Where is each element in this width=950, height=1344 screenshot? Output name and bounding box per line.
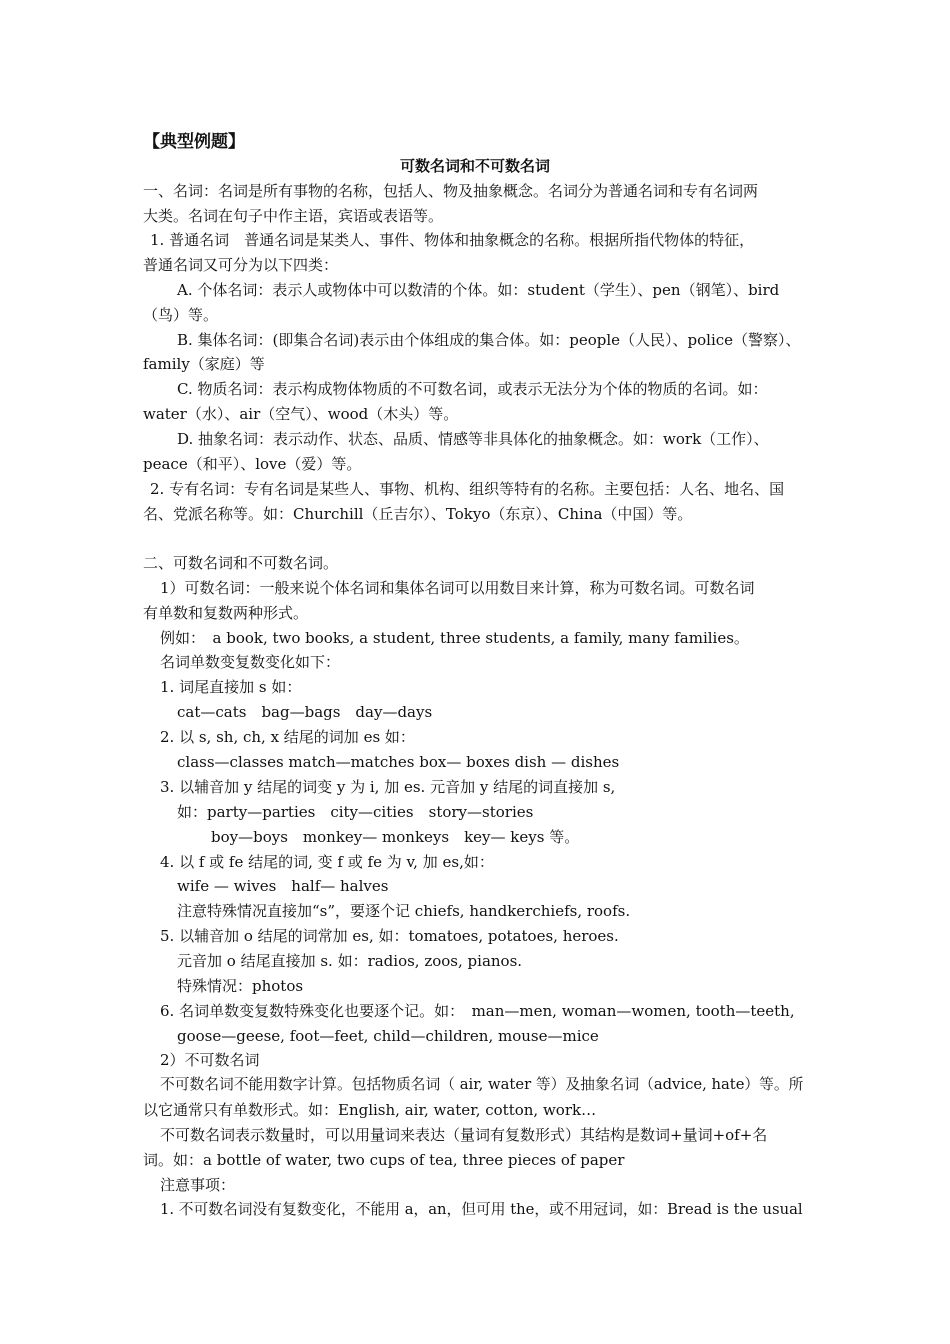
text-line: water（水）、air（空气）、wood（木头）等。 <box>143 405 459 423</box>
text-line: 2）不可数名词 <box>160 1051 260 1069</box>
text-line: A. 个体名词：表示人或物体中可以数清的个体。如：student（学生）、pen（钢笔）、bird <box>177 281 780 299</box>
text-line: 元音加 o 结尾直接加 s. 如：radios, zoos, pianos. <box>177 952 523 970</box>
text-line: 二、可数名词和不可数名词。 <box>143 554 339 572</box>
text-line: 不可数名词不能用数字计算。包括物质名词（ air, water 等）及抽象名词（advice, hate）等。所 <box>160 1076 804 1093</box>
text-line: cat—cats bag—bags day—days <box>177 703 433 721</box>
text-line: D. 抽象名词：表示动作、状态、品质、情感等非具体化的抽象概念。如：work（工作）、 <box>177 430 769 448</box>
text-line: 注意事项： <box>160 1176 236 1194</box>
text-line: 1. 词尾直接加 s 如： <box>160 678 302 696</box>
text-line: 如：party—parties city—cities story—stories <box>177 803 534 821</box>
text-line: wife — wives half— halves <box>177 877 389 895</box>
document-title: 可数名词和不可数名词 <box>399 157 550 175</box>
text-line: 1）可数名词：一般来说个体名词和集体名词可以用数目来计算，称为可数名词。可数名词 <box>160 579 755 597</box>
text-line: 名、党派名称等。如：Churchill（丘吉尔）、Tokyo（东京）、China（中国）等。 <box>143 505 693 523</box>
section-heading: 【典型例题】 <box>143 132 245 152</box>
text-line: 有单数和复数两种形式。 <box>143 604 309 622</box>
text-line: 特殊情况：photos <box>177 977 304 995</box>
text-line: 注意特殊情况直接加“s”，要逐个记 chiefs, handkerchiefs, roofs. <box>177 902 631 920</box>
text-line: 4. 以 f 或 fe 结尾的词, 变 f 或 fe 为 v, 加 es,如： <box>160 853 494 871</box>
text-line: （鸟）等。 <box>143 306 219 324</box>
text-line: 普通名词又可分为以下四类： <box>143 256 339 274</box>
text-line: boy—boys monkey— monkeys key— keys 等。 <box>211 828 580 846</box>
text-line: 以它通常只有单数形式。如：English, air, water, cotton, work… <box>143 1101 597 1119</box>
text-line: 不可数名词表示数量时，可以用量词来表达（量词有复数形式）其结构是数词+量词+of+名 <box>160 1126 768 1144</box>
text-line: B. 集体名词：(即集合名词)表示由个体组成的集合体。如：people（人民）、police（警察）、 <box>177 331 801 349</box>
text-line: C. 物质名词：表示构成物体物质的不可数名词，或表示无法分为个体的物质的名词。如： <box>177 380 768 398</box>
text-line: 2. 专有名词：专有名词是某些人、事物、机构、组织等特有的名称。主要包括：人名、地名、国 <box>150 480 785 498</box>
text-line: peace（和平）、love（爱）等。 <box>143 455 362 473</box>
text-line: 5. 以辅音加 o 结尾的词常加 es, 如：tomatoes, potatoes, heroes. <box>160 927 619 945</box>
text-line: 一、名词：名词是所有事物的名称，包括人、物及抽象概念。名词分为普通名词和专有名词两 <box>143 182 759 200</box>
text-line: 6. 名词单数变复数特殊变化也要逐个记。如： man—men, woman—women, tooth—teeth, <box>160 1002 795 1020</box>
text-line: 1. 不可数名词没有复数变化，不能用 a，an，但可用 the，或不用冠词，如：Bread is the usual <box>160 1201 803 1218</box>
text-line: class—classes match—matches box— boxes dish — dishes <box>177 753 620 771</box>
text-line: 词。如：a bottle of water, two cups of tea, three pieces of paper <box>143 1151 625 1169</box>
text-line: 2. 以 s, sh, ch, x 结尾的词加 es 如： <box>160 728 415 746</box>
text-line: family（家庭）等 <box>143 355 265 373</box>
text-line: 3. 以辅音加 y 结尾的词变 y 为 i, 加 es. 元音加 y 结尾的词直接加 s, <box>160 778 616 796</box>
text-line: 1. 普通名词 普通名词是某类人、事件、物体和抽象概念的名称。根据所指代物体的特征， <box>150 231 755 249</box>
text-line: goose—geese, foot—feet, child—children, mouse—mice <box>177 1027 599 1045</box>
text-line: 名词单数变复数变化如下： <box>160 653 341 671</box>
text-line: 例如： a book, two books, a student, three students, a family, many families。 <box>160 629 749 647</box>
text-line: 大类。名词在句子中作主语，宾语或表语等。 <box>143 207 444 225</box>
